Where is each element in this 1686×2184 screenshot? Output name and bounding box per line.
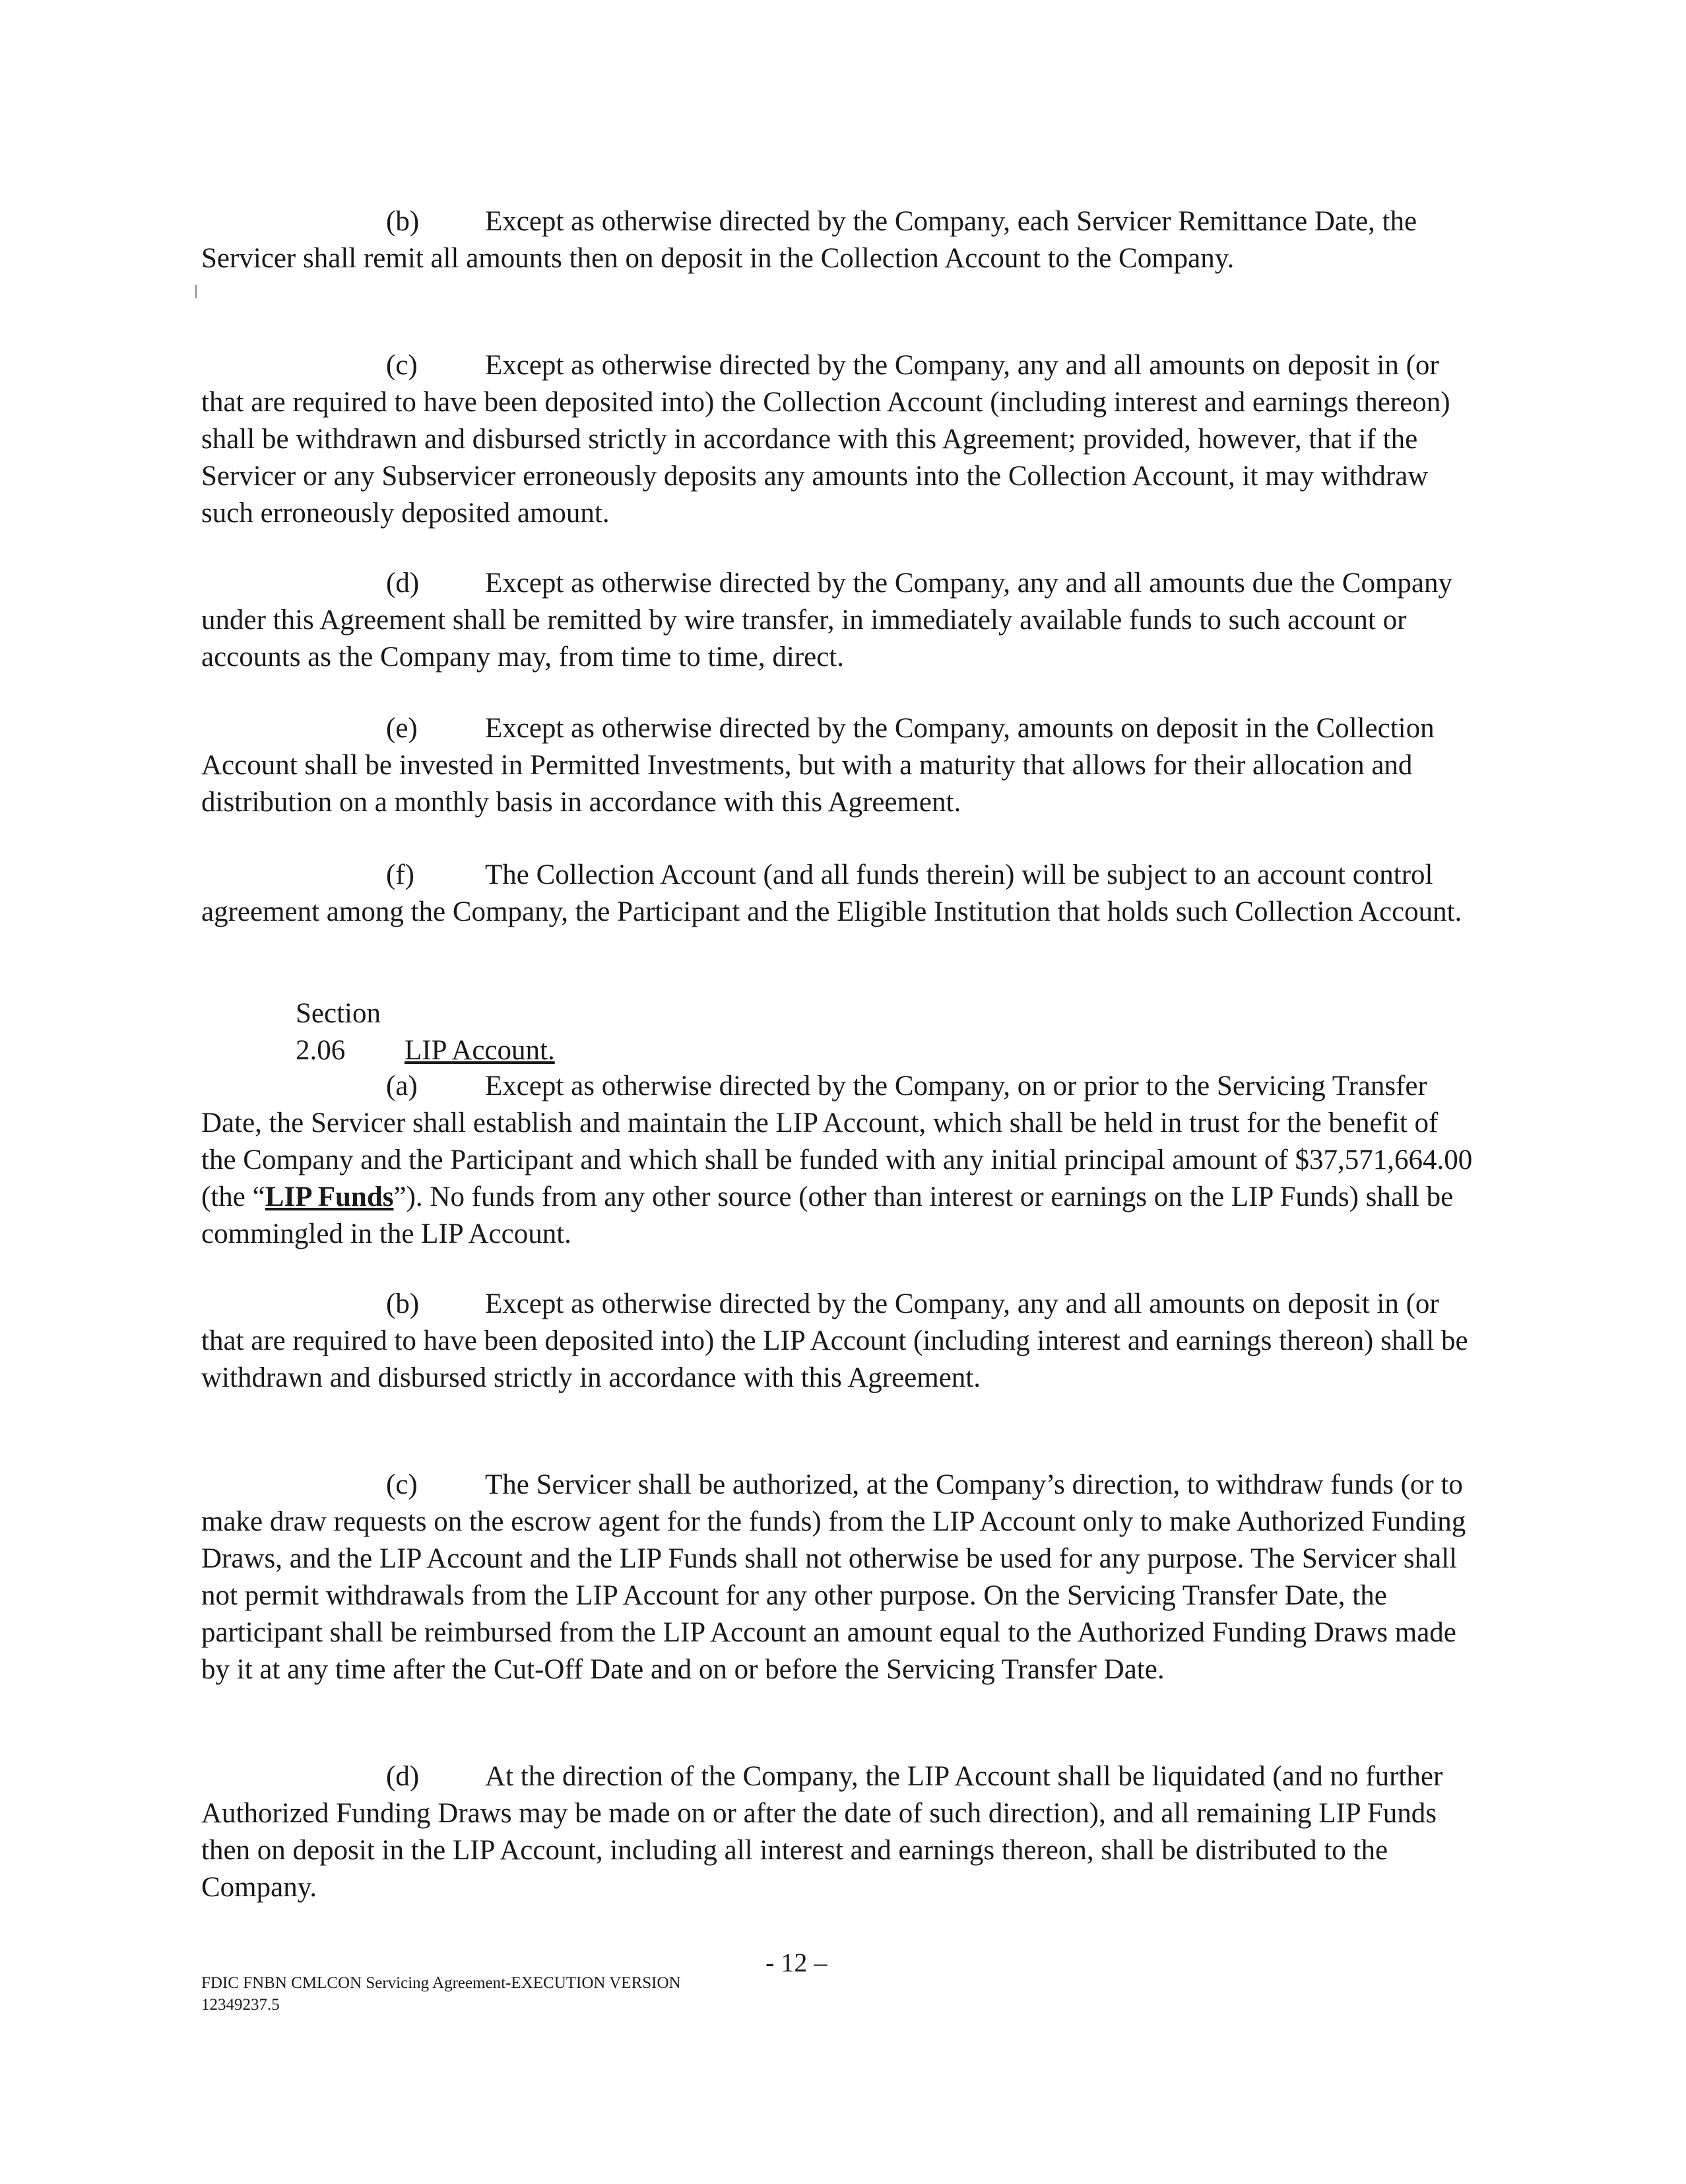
scan-artifact — [195, 285, 197, 298]
section-heading — [296, 995, 555, 1069]
paragraph-label: (d) — [386, 568, 420, 599]
paragraph-b-remittance — [201, 203, 1475, 277]
page-number: - 12 – — [765, 1948, 827, 1977]
defined-term-lip-funds: LIP Funds — [265, 1181, 394, 1212]
section-number: Section 2.06 — [296, 998, 381, 1066]
paragraph-text: Except as otherwise directed by the Company, amounts on deposit in the Collection Account shall be invested in Permitted Investments, but with a maturity that allows for their allocation and distribution on a monthly basis in accordance with this Agreement. — [201, 713, 1435, 818]
paragraph-b-lip-disbursement — [201, 1286, 1475, 1397]
paragraph-text: Except as otherwise directed by the Company, each Servicer Remittance Date, the Servicer shall remit all amounts then on deposit in the Collection Account to the Company. — [201, 206, 1417, 274]
footer-document-title: FDIC FNBN CMLCON Servicing Agreement-EXECUTION VERSION — [201, 1974, 681, 1992]
paragraph-label: (b) — [386, 206, 420, 237]
paragraph-label: (c) — [386, 350, 418, 381]
paragraph-label: (d) — [386, 1761, 420, 1792]
paragraph-f-account-control — [201, 857, 1475, 931]
paragraph-text: Except as otherwise directed by the Company, any and all amounts on deposit in (or that are required to have been deposited into) the LIP Account (including interest and earnings thereon) shall be withdrawn and disbursed strictly in accordance with this Agreement. — [201, 1288, 1468, 1393]
paragraph-text: At the direction of the Company, the LIP Account shall be liquidated (and no further Authorized Funding Draws may be made on or after the date of such direction), and all remaining LIP Funds then on deposit in the LIP Account, including all interest and earnings thereon, shall be distributed to the Company. — [201, 1761, 1443, 1903]
paragraph-text-continued: ”). No funds from any other source (other than interest or earnings on the LIP Funds) shall be commingled in the LIP Account. — [201, 1181, 1454, 1249]
paragraph-text: Except as otherwise directed by the Company, any and all amounts due the Company under this Agreement shall be remitted by wire transfer, in immediately available funds to such account or accounts as the Company may, from time to time, direct. — [201, 568, 1452, 673]
paragraph-a-lip-account — [201, 1068, 1475, 1253]
paragraph-e-permitted-investments — [201, 710, 1475, 821]
paragraph-label: (e) — [386, 713, 418, 744]
paragraph-text: Except as otherwise directed by the Company, on or prior to the Servicing Transfer Date, the Servicer shall establish and maintain the LIP Account, which shall be held in trust for the benefit of the Company and the Participant and which shall be funded with any initial principal amount of $37,571,664.00 (the “ — [201, 1071, 1473, 1212]
document-footer — [201, 1972, 681, 2016]
paragraph-d-wire-transfer — [201, 565, 1475, 676]
paragraph-label: (f) — [386, 859, 414, 890]
paragraph-c-authorized-funding-draws — [201, 1467, 1475, 1688]
paragraph-d-liquidation — [201, 1758, 1475, 1906]
footer-document-id: 12349237.5 — [201, 1996, 280, 2014]
paragraph-text: The Collection Account (and all funds therein) will be subject to an account control agreement among the Company, the Participant and the Eligible Institution that holds such Collection Account. — [201, 859, 1462, 927]
paragraph-label: (b) — [386, 1288, 420, 1319]
section-title: LIP Account. — [405, 1035, 555, 1066]
paragraph-text: The Servicer shall be authorized, at the Company’s direction, to withdraw funds (or to make draw requests on the escrow agent for the funds) from the LIP Account only to make Authorized Funding Draws, and the LIP Account and the LIP Funds shall not otherwise be used for any purpose. The Servicer shall not permit withdrawals from the LIP Account for any other purpose. On the Servicing Transfer Date, the participant shall be reimbursed from the LIP Account an amount equal to the Authorized Funding Draws made by it at any time after the Cut-Off Date and on or before the Servicing Transfer Date. — [201, 1469, 1466, 1685]
paragraph-label: (a) — [386, 1071, 418, 1102]
paragraph-label: (c) — [386, 1469, 418, 1500]
paragraph-c-collection-withdrawal — [201, 347, 1475, 532]
paragraph-text: Except as otherwise directed by the Company, any and all amounts on deposit in (or that are required to have been deposited into) the Collection Account (including interest and earnings thereon) shall be withdrawn and disbursed strictly in accordance with this Agreement; provided, however, that if the Servicer or any Subservicer erroneously deposits any amounts into the Collection Account, it may withdraw such erroneously deposited amount. — [201, 350, 1450, 529]
